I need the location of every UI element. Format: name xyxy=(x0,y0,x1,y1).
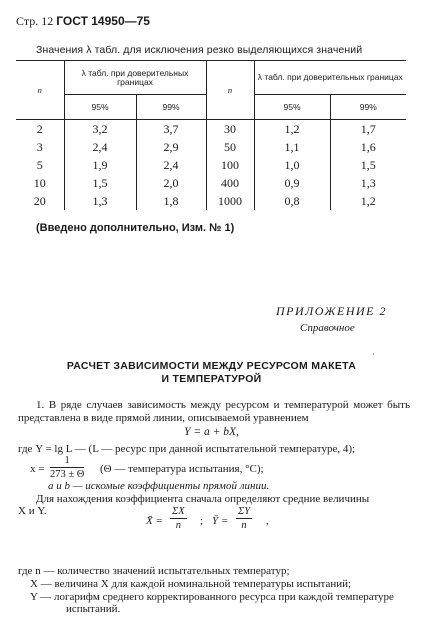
section-title-line-2: И ТЕМПЕРАТУРОЙ xyxy=(161,373,262,385)
cell: 3,2 xyxy=(64,120,136,139)
x-fraction-numerator: 1 xyxy=(50,455,84,468)
cell: 1,3 xyxy=(64,192,136,210)
cell: 1,1 xyxy=(254,138,330,156)
find-text-1: Для нахождения коэффициента сначала определяют средние величины xyxy=(36,493,370,505)
cell: 2,4 xyxy=(64,138,136,156)
cell: 1,5 xyxy=(64,174,136,192)
xbar-label: X̄ = xyxy=(146,515,163,527)
cell: 1,2 xyxy=(330,192,406,210)
find-text-2: X и Y. xyxy=(18,505,47,517)
lambda-table xyxy=(16,60,406,210)
x-fraction-denominator: 273 ± Θ xyxy=(50,469,85,480)
cell: 20 xyxy=(33,193,46,208)
cell: 2,9 xyxy=(136,138,206,156)
col-n-left: n xyxy=(16,61,64,120)
cell: 1000 xyxy=(206,192,254,210)
xbar-numerator: ΣX xyxy=(172,506,185,517)
cell: 5 xyxy=(36,157,43,172)
appendix-subtitle: Справочное xyxy=(300,322,355,334)
cell: 2,4 xyxy=(136,156,206,174)
sub-header-95-left: 95% xyxy=(64,95,136,120)
cell: 1,7 xyxy=(330,120,406,139)
table-row xyxy=(16,138,406,156)
group-header-right: λ табл. при доверительных границах xyxy=(254,61,406,95)
ybar-fraction xyxy=(236,506,252,531)
cell: 50 xyxy=(206,138,254,156)
standard-code: ГОСТ 14950—75 xyxy=(56,14,150,28)
ab-definition: a и b — искомые коэффициенты прямой линии. xyxy=(48,480,270,492)
cell: 1,2 xyxy=(254,120,330,139)
page-header xyxy=(16,14,150,29)
cell: 1,8 xyxy=(136,192,206,210)
appendix-title: ПРИЛОЖЕНИЕ 2 xyxy=(276,304,387,318)
x-definition-rest: (Θ — температура испытания, °С); xyxy=(100,463,264,475)
xbar-denominator: n xyxy=(175,520,181,531)
cell: 400 xyxy=(206,174,254,192)
y-definition: где Y = lg L — (L — ресурс при данной испытательной температуре, 4); xyxy=(18,443,356,455)
x-lhs: x = xyxy=(30,463,45,475)
cell: 2,0 xyxy=(136,174,206,192)
cell: 3 xyxy=(36,139,43,154)
table-row xyxy=(16,174,406,192)
cell: 1,5 xyxy=(330,156,406,174)
definition-y: Y — логарифм среднего корректированного ресурса при каждой температуре xyxy=(30,591,394,603)
table-row xyxy=(16,120,406,139)
cell: 0,9 xyxy=(254,174,330,192)
col-n-right: n xyxy=(206,61,254,120)
section-title-line-1: РАСЧЕТ ЗАВИСИМОСТИ МЕЖДУ РЕСУРСОМ МАКЕТА xyxy=(66,360,357,372)
table-row xyxy=(16,192,406,210)
cell: 0,8 xyxy=(254,192,330,210)
cell: 1,9 xyxy=(64,156,136,174)
ybar-numerator: ΣY xyxy=(238,506,251,517)
ybar-label: Ȳ = xyxy=(212,515,229,527)
cell: 1,0 xyxy=(254,156,330,174)
table-row xyxy=(16,156,406,174)
cell: 100 xyxy=(206,156,254,174)
equation-line: Y = a + bX, xyxy=(184,426,239,438)
page-number: Стр. 12 xyxy=(16,14,54,28)
definition-x: X — величина X для каждой номинальной температуры испытаний; xyxy=(30,578,352,590)
cell: 2 xyxy=(36,121,43,136)
sub-header-99-right: 99% xyxy=(330,95,406,120)
cell: 3,7 xyxy=(136,120,206,139)
paragraph-1: 1. В ряде случаев зависимость между ресурсом и температурой может быть представлена в виде прямой линии, описываемой уравнением xyxy=(18,399,410,424)
group-header-left: λ табл. при доверительных границах xyxy=(64,61,206,95)
amendment-note: (Введено дополнительно, Изм. № 1) xyxy=(36,222,235,234)
definition-y-cont: испытаний. xyxy=(66,603,121,615)
x-fraction xyxy=(50,455,84,480)
cell: 1,6 xyxy=(330,138,406,156)
means-separator: ; xyxy=(200,515,204,527)
definition-n: где n — количество значений испытательных температур; xyxy=(18,565,290,577)
stray-dot: · xyxy=(372,350,375,359)
sub-header-95-right: 95% xyxy=(254,95,330,120)
means-end: , xyxy=(266,515,269,527)
cell: 10 xyxy=(33,175,46,190)
table-caption: Значения λ табл. для исключения резко выделяющихся значений xyxy=(36,44,363,56)
xbar-fraction xyxy=(170,506,187,531)
cell: 1,3 xyxy=(330,174,406,192)
ybar-denominator: n xyxy=(241,520,247,531)
sub-header-99-left: 99% xyxy=(136,95,206,120)
cell: 30 xyxy=(206,120,254,139)
